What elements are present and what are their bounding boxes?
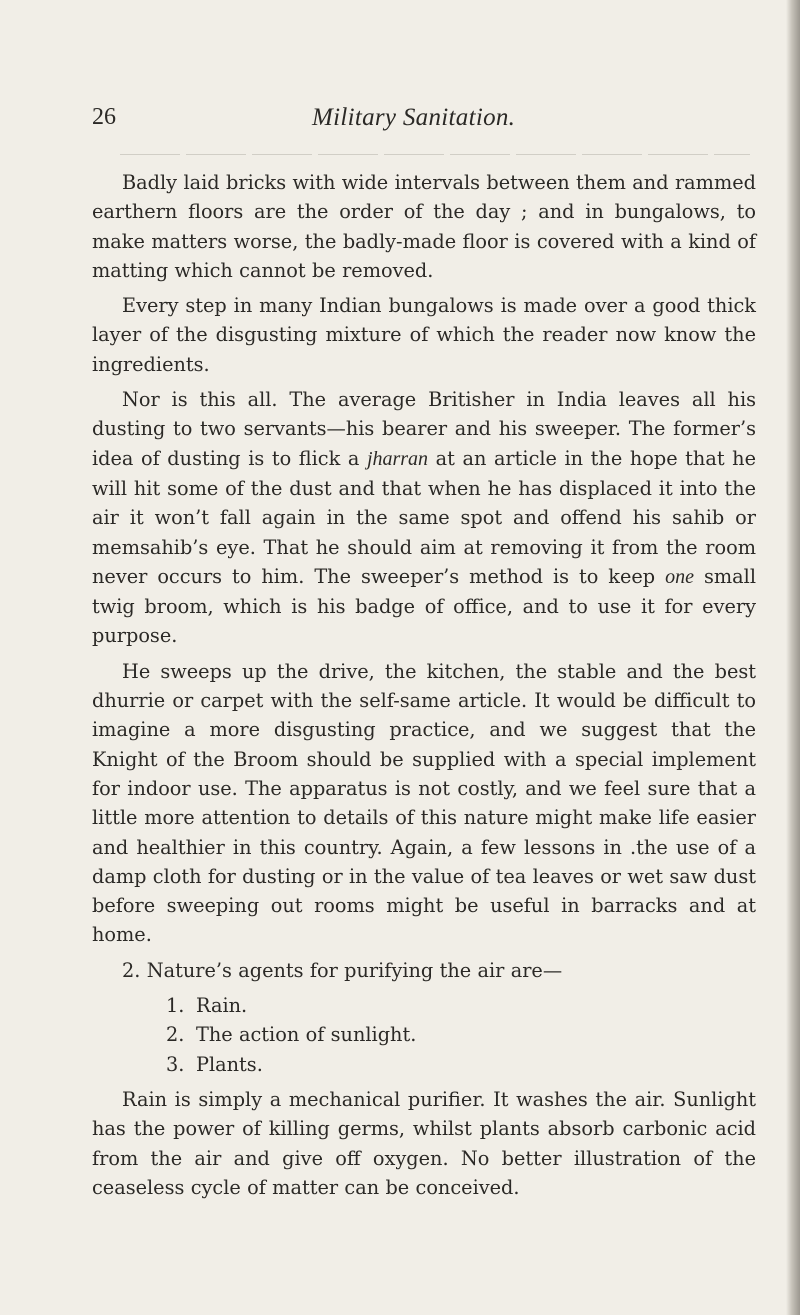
header-rule bbox=[120, 154, 750, 155]
paragraph-dusting-part-2: at an article in the hope that he will hit some of the dust and that when he has displaced it into the air it won’t fall again in the same spot and offend his sahib or memsahib’s eye. That he should aim at removing it from the room never occurs to him. The sweeper’s method is to keep bbox=[92, 446, 756, 588]
paragraph-flooring: Badly laid bricks with wide intervals between them and rammed earthern floors are the order of the day ; and in bungalows, to make matters worse, the badly-made floor is covered with a kind of matting which cannot be removed. bbox=[92, 171, 756, 282]
list-item-text: The action of sunlight. bbox=[196, 1023, 417, 1047]
one-emphasis: one bbox=[665, 565, 695, 588]
list-item-number: 1. bbox=[166, 994, 185, 1018]
page-header bbox=[92, 104, 752, 144]
paragraph-bungalow-steps: Every step in many Indian bungalows is made over a good thick layer of the disgusting mixture of which the reader now know the ingredients. bbox=[92, 294, 756, 376]
list-item-number: 3. bbox=[166, 1052, 185, 1076]
paragraph-sweeping: He sweeps up the drive, the kitchen, the stable and the best dhurrie or carpet with the self-same article. It would be difficult to imagine a more disgusting practice, and we suggest that the Knight of the Broom should be supplied with a special implement for indoor use. The apparatus is not costly, and we feel sure that a little more attention to details of this nature might make life easier and healthier in this country. Again, a few lessons in .the use of a damp cloth for dusting or in the value of tea leaves or wet saw dust before sweeping out rooms might be useful in barracks and at home. bbox=[92, 659, 756, 947]
list-item-text: Rain. bbox=[196, 994, 248, 1018]
page-edge-shadow bbox=[786, 0, 800, 1315]
paragraph-nature-agents: 2. Nature’s agents for purifying the air are— bbox=[122, 958, 563, 982]
list-item-text: Plants. bbox=[196, 1052, 263, 1076]
list-item-number: 2. bbox=[166, 1023, 185, 1047]
agents-list bbox=[92, 991, 756, 1079]
paragraph-dusting-servants bbox=[92, 385, 756, 651]
jharran-term: jharran bbox=[366, 447, 429, 470]
running-title: Military Sanitation. bbox=[312, 104, 516, 131]
paragraph-rain-sunlight-plants: Rain is simply a mechanical purifier. It washes the air. Sunlight has the power of killing germs, whilst plants absorb carbonic acid from the air and give off oxygen. No better illustration of the ceaseless cycle of matter can be conceived. bbox=[92, 1087, 756, 1199]
page-number: 26 bbox=[92, 104, 116, 130]
body-text bbox=[92, 168, 756, 1208]
paragraph-dusting-part-1: Nor is this all. The average Britisher in India leaves all his dusting to two servants—his bearer and his sweeper. The former’s idea of dusting is to flick a bbox=[92, 388, 756, 470]
list-item bbox=[92, 1050, 756, 1079]
paragraph-dusting-part-3: small twig broom, which is his badge of office, and to use it for every purpose. bbox=[92, 564, 756, 648]
list-item bbox=[92, 1020, 756, 1049]
list-item bbox=[92, 991, 756, 1020]
